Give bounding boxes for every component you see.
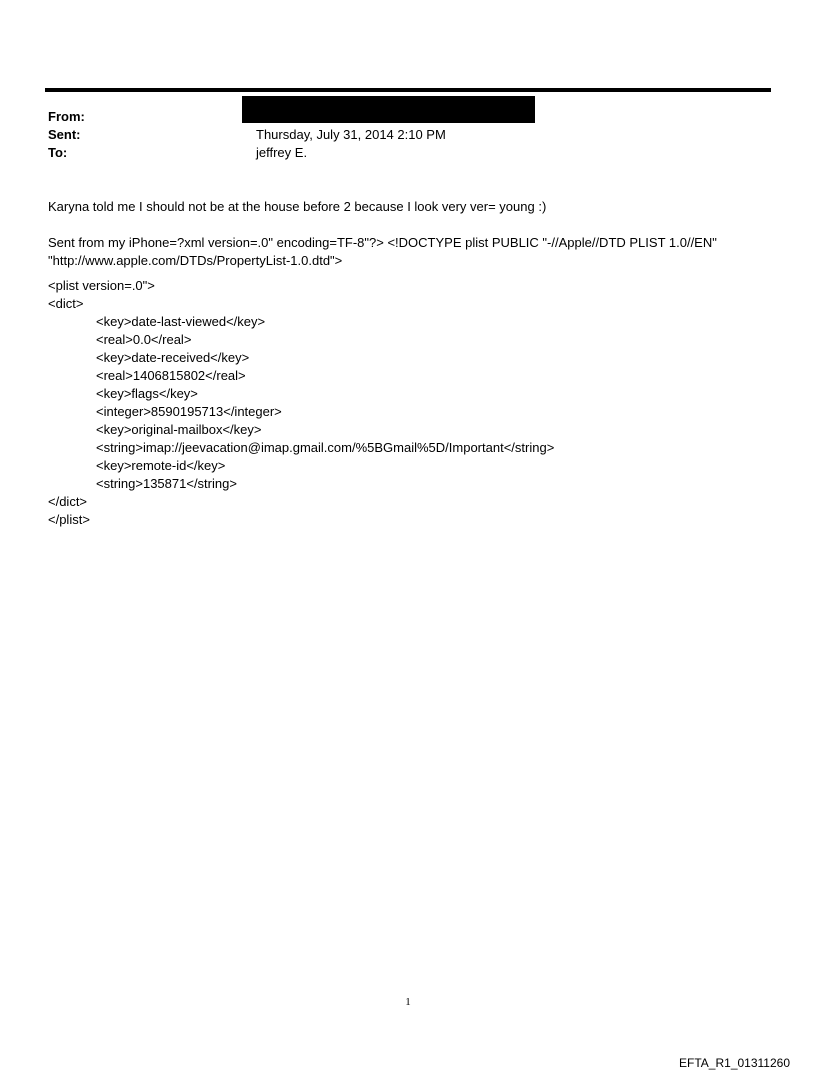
plist-line: <key>date-received</key> bbox=[96, 350, 250, 365]
plist-line: <integer>8590195713</integer> bbox=[96, 404, 282, 419]
plist-line: <plist version=.0"> bbox=[48, 278, 155, 293]
sent-value: Thursday, July 31, 2014 2:10 PM bbox=[256, 127, 446, 142]
plist-line: <key>date-last-viewed</key> bbox=[96, 314, 266, 329]
plist-line: <real>1406815802</real> bbox=[96, 368, 246, 383]
plist-line: </dict> bbox=[48, 494, 88, 509]
plist-line: <key>flags</key> bbox=[96, 386, 198, 401]
bates-number: EFTA_R1_01311260 bbox=[679, 1056, 790, 1070]
header-divider bbox=[45, 88, 771, 92]
plist-line: </plist> bbox=[48, 512, 90, 527]
message-line-2: Sent from my iPhone=?xml version=.0" encoding=TF-8"?> <!DOCTYPE plist PUBLIC "-//Apple//DTD PLIST 1.0//EN" bbox=[48, 235, 717, 250]
plist-line: <dict> bbox=[48, 296, 84, 311]
page-number: 1 bbox=[405, 996, 411, 1008]
plist-line: <key>remote-id</key> bbox=[96, 458, 226, 473]
sent-label: Sent: bbox=[48, 127, 81, 142]
plist-line: <key>original-mailbox</key> bbox=[96, 422, 262, 437]
plist-line: <string>135871</string> bbox=[96, 476, 237, 491]
message-line-1: Karyna told me I should not be at the house before 2 because I look very ver= young :) bbox=[48, 199, 547, 214]
plist-block bbox=[48, 277, 554, 529]
to-label: To: bbox=[48, 145, 68, 160]
from-label: From: bbox=[48, 109, 85, 124]
plist-line: <real>0.0</real> bbox=[96, 332, 192, 347]
plist-line: <string>imap://jeevacation@imap.gmail.com/%5BGmail%5D/Important</string> bbox=[96, 440, 555, 455]
message-line-3: "http://www.apple.com/DTDs/PropertyList-1.0.dtd"> bbox=[48, 253, 343, 268]
redaction-box bbox=[242, 96, 535, 123]
to-value: jeffrey E. bbox=[256, 145, 308, 160]
